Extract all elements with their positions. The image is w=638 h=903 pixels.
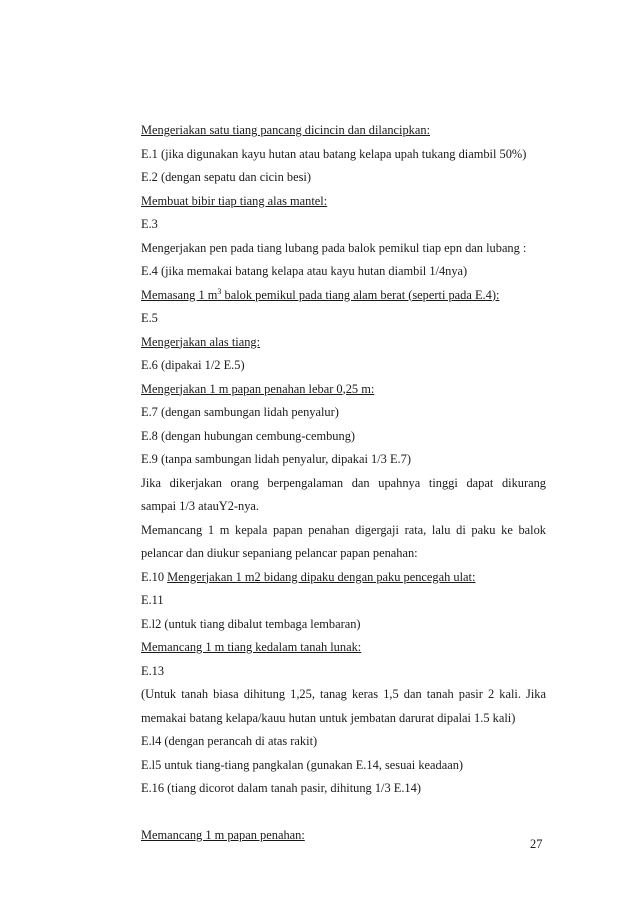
- item-e2: E.2 (dengan sepatu dan cicin besi): [141, 170, 311, 184]
- text-memancang-kepala-cont: pelancar dan diukur sepaniang pelancar papan penahan:: [141, 546, 418, 560]
- heading-alas-tiang: Mengerjakan alas tiang:: [141, 334, 261, 349]
- text-pen-tiang: Mengerjakan pen pada tiang lubang pada balok pemikul tiap epn dan lubang :: [141, 240, 527, 255]
- item-e14: E.l4 (dengan perancah di atas rakit): [141, 734, 318, 748]
- item-e3: E.3: [141, 217, 158, 231]
- item-e10-code: E.10: [141, 569, 168, 584]
- text-berpengalaman: Jika dikerjakan orang berpengalaman dan upahnya tinggi dapat dikurang: [141, 475, 546, 490]
- item-e7: E.7 (dengan sambungan lidah penyalur): [141, 405, 339, 419]
- item-e10: [141, 566, 546, 590]
- item-e5: E.5: [141, 311, 158, 325]
- text-memancang-kepala: Memancang 1 m kepala papan penahan digergaji rata, lalu di paku ke balok: [141, 522, 546, 537]
- heading-balok-pemikul: [141, 284, 546, 308]
- item-e15: E.l5 untuk tiang-tiang pangkalan (gunakan E.14, sesuai keadaan): [141, 757, 464, 772]
- spacer: [141, 801, 546, 825]
- heading-balok-pemikul-part1: Memasang 1 m: [141, 287, 218, 302]
- heading-tiang-pancang: Mengeriakan satu tiang pancang dicincin dan dilancipkan:: [141, 123, 431, 137]
- item-e4: E.4 (jika memakai batang kelapa atau kayu hutan diambil 1/4nya): [141, 264, 468, 278]
- item-e11: E.11: [141, 593, 164, 607]
- heading-paku-pencegah: Mengerjakan 1 m2 bidang dipaku dengan paku pencegah ulat:: [167, 569, 476, 584]
- heading-bibir-tiang: Membuat bibir tiap tiang alas mantel:: [141, 193, 328, 208]
- text-tanah-biasa-cont: memakai batang kelapa/kauu hutan untuk jembatan darurat dipalai 1.5 kali): [141, 710, 516, 725]
- item-e13: E.13: [141, 663, 165, 678]
- text-berpengalaman-cont: sampai 1/3 atauY2-nya.: [141, 499, 260, 513]
- heading-memancang-papan: Memancang 1 m papan penahan:: [141, 828, 305, 842]
- item-e1: E.1 (jika digunakan kayu hutan atau batang kelapa upah tukang diambil 50%): [141, 146, 527, 161]
- text-tanah-biasa: (Untuk tanah biasa dihitung 1,25, tanag keras 1,5 dan tanah pasir 2 kali. Jika: [141, 687, 546, 701]
- item-e6: E.6 (dipakai 1/2 E.5): [141, 358, 245, 372]
- heading-tanah-lunak: Memancang 1 m tiang kedalam tanah lunak:: [141, 640, 362, 654]
- document-body: [141, 119, 546, 848]
- superscript-cubic: 3: [217, 286, 222, 296]
- heading-papan-penahan: Mengerjakan 1 m papan penahan lebar 0,25 m:: [141, 381, 375, 396]
- item-e16: E.16 (tiang dicorot dalam tanah pasir, dihitung 1/3 E.14): [141, 781, 421, 795]
- page-number: 27: [530, 837, 543, 851]
- item-e12: E.l2 (untuk tiang dibalut tembaga lembaran): [141, 616, 361, 631]
- item-e9: E.9 (tanpa sambungan lidah penyalur, dipakai 1/3 E.7): [141, 452, 411, 466]
- item-e8: E.8 (dengan hubungan cembung-cembung): [141, 428, 356, 443]
- heading-balok-pemikul-part2: balok pemikul pada tiang alam berat (seperti pada E.4):: [221, 287, 500, 302]
